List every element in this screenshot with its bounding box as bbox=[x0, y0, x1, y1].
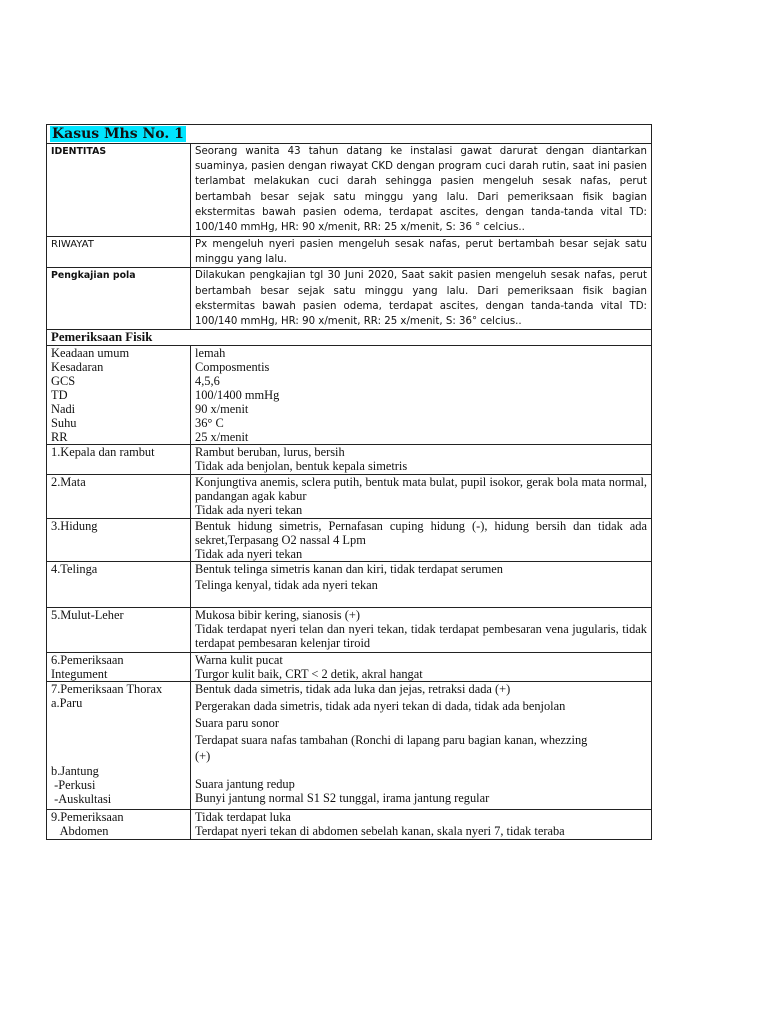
case-table bbox=[46, 124, 652, 840]
telinga-line: Telinga kenyal, tidak ada nyeri tekan bbox=[195, 578, 378, 593]
kepala-line: Tidak ada benjolan, bentuk kepala simetris bbox=[195, 459, 408, 474]
abdomen-line: Tidak terdapat luka bbox=[195, 810, 291, 825]
riwayat-row bbox=[47, 237, 652, 268]
vital-label: RR bbox=[51, 430, 68, 445]
vital-value: 4,5,6 bbox=[195, 374, 220, 389]
mata-line: Tidak ada nyeri tekan bbox=[195, 503, 303, 518]
mulut-leher-label: 5.Mulut-Leher bbox=[51, 608, 124, 623]
integument-line: Turgor kulit baik, CRT < 2 detik, akral hangat bbox=[195, 667, 423, 682]
mata-row bbox=[47, 475, 652, 519]
kepala-line: Rambut beruban, lurus, bersih bbox=[195, 445, 345, 460]
thorax-label: 7.Pemeriksaan Thorax bbox=[51, 682, 163, 697]
vital-value: 36° C bbox=[195, 416, 224, 431]
abdomen-label: 9.Pemeriksaan bbox=[51, 810, 124, 825]
abdomen-row bbox=[47, 810, 652, 840]
mata-text: Konjungtiva anemis, sclera putih, bentuk mata bulat, pupil isokor, gerak bola mata normal, pandangan agak kabur bbox=[195, 475, 647, 504]
pengkajian-label: Pengkajian pola bbox=[51, 270, 136, 282]
identitas-label: IDENTITAS bbox=[51, 146, 107, 157]
integument-label: Integument bbox=[51, 667, 108, 682]
pengkajian-row bbox=[47, 268, 652, 330]
integument-row bbox=[47, 653, 652, 682]
riwayat-label: RIWAYAT bbox=[51, 239, 94, 250]
vital-label: Suhu bbox=[51, 416, 77, 431]
vital-label: Keadaan umum bbox=[51, 346, 130, 361]
vital-label: Nadi bbox=[51, 402, 76, 417]
pemeriksaan-fisik-heading-row bbox=[47, 330, 652, 346]
pengkajian-text: Dilakukan pengkajian tgl 30 Juni 2020, Saat sakit pasien mengeluh sesak nafas, perut bertambah besar sejak satu minggu yang lalu. Dari pemeriksaan fisik bagian ekstermitas bawah pasien odema, terdapat ascites, dengan tanda-tanda vital TD: 100/140 mmHg, HR: 90 x/menit, RR: 25 x/menit, S: 36° celcius.. bbox=[195, 270, 647, 328]
vital-value: 90 x/menit bbox=[195, 402, 249, 417]
kepala-label: 1.Kepala dan rambut bbox=[51, 445, 155, 460]
kepala-row bbox=[47, 445, 652, 475]
jantung-line: Bunyi jantung normal S1 S2 tunggal, irama jantung regular bbox=[195, 791, 490, 806]
telinga-line: Bentuk telinga simetris kanan dan kiri, tidak terdapat serumen bbox=[195, 562, 503, 577]
telinga-label: 4.Telinga bbox=[51, 562, 98, 577]
vital-value: 100/1400 mmHg bbox=[195, 388, 280, 403]
identitas-row bbox=[47, 144, 652, 237]
integument-label: 6.Pemeriksaan bbox=[51, 653, 124, 668]
thorax-row bbox=[47, 682, 652, 810]
integument-line: Warna kulit pucat bbox=[195, 653, 283, 668]
mulut-leher-row bbox=[47, 608, 652, 653]
paru-label: a.Paru bbox=[51, 696, 83, 711]
mulut-line: Mukosa bibir kering, sianosis (+) bbox=[195, 608, 360, 623]
riwayat-text: Px mengeluh nyeri pasien mengeluh sesak nafas, perut bertambah besar sejak satu minggu yang lalu. bbox=[195, 239, 647, 266]
mulut-text: Tidak terdapat nyeri telan dan nyeri tekan, tidak terdapat pembesaran vena jugularis, tidak terdapat pembesaran kelenjar tiroid bbox=[195, 622, 647, 651]
auskultasi-label: -Auskultasi bbox=[51, 792, 112, 807]
case-title: Kasus Mhs No. 1 bbox=[52, 126, 184, 142]
abdomen-line: Terdapat nyeri tekan di abdomen sebelah kanan, skala nyeri 7, tidak teraba bbox=[195, 824, 565, 839]
identitas-text: Seorang wanita 43 tahun datang ke instalasi gawat darurat dengan diantarkan suaminya, pasien dengan riwayat CKD dengan program cuci darah rutin, saat ini pasien terlambat melakukan cuci darah sehingga pasien mengeluh sesak nafas, perut bertambah besar sejak satu minggu yang lalu. Dari pemeriksaan fisik bagian ekstermitas bawah pasien odema, terdapat ascites, dengan tanda-tanda vital TD: 100/140 mmHg, HR: 90 x/menit, RR: 25 x/menit, S: 36 ° celcius.. bbox=[195, 146, 647, 234]
paru-line: Terdapat suara nafas tambahan (Ronchi di lapang paru bagian kanan, whezzing bbox=[195, 733, 588, 748]
vital-value: Composmentis bbox=[195, 360, 270, 375]
hidung-line: Tidak ada nyeri tekan bbox=[195, 547, 303, 562]
vital-value: lemah bbox=[195, 346, 226, 361]
perkusi-label: -Perkusi bbox=[51, 778, 96, 793]
vital-value: 25 x/menit bbox=[195, 430, 249, 445]
paru-line: (+) bbox=[195, 749, 211, 764]
pemeriksaan-fisik-heading: Pemeriksaan Fisik bbox=[51, 330, 153, 345]
vitals-row bbox=[47, 346, 652, 445]
hidung-row bbox=[47, 519, 652, 562]
hidung-text: Bentuk hidung simetris, Pernafasan cuping hidung (-), hidung bersih dan tidak ada sekret,Terpasang O2 nassal 4 Lpm bbox=[195, 519, 647, 548]
vital-label: GCS bbox=[51, 374, 76, 389]
abdomen-label: Abdomen bbox=[51, 824, 109, 839]
telinga-row bbox=[47, 562, 652, 608]
mata-label: 2.Mata bbox=[51, 475, 86, 490]
jantung-line: Suara jantung redup bbox=[195, 777, 295, 792]
paru-line: Bentuk dada simetris, tidak ada luka dan jejas, retraksi dada (+) bbox=[195, 682, 511, 697]
paru-line: Pergerakan dada simetris, tidak ada nyeri tekan di dada, tidak ada benjolan bbox=[195, 699, 566, 714]
hidung-label: 3.Hidung bbox=[51, 519, 98, 534]
paru-line: Suara paru sonor bbox=[195, 716, 279, 731]
vital-label: TD bbox=[51, 388, 68, 403]
jantung-label: b.Jantung bbox=[51, 764, 99, 779]
title-row bbox=[47, 125, 652, 144]
vital-label: Kesadaran bbox=[51, 360, 104, 375]
